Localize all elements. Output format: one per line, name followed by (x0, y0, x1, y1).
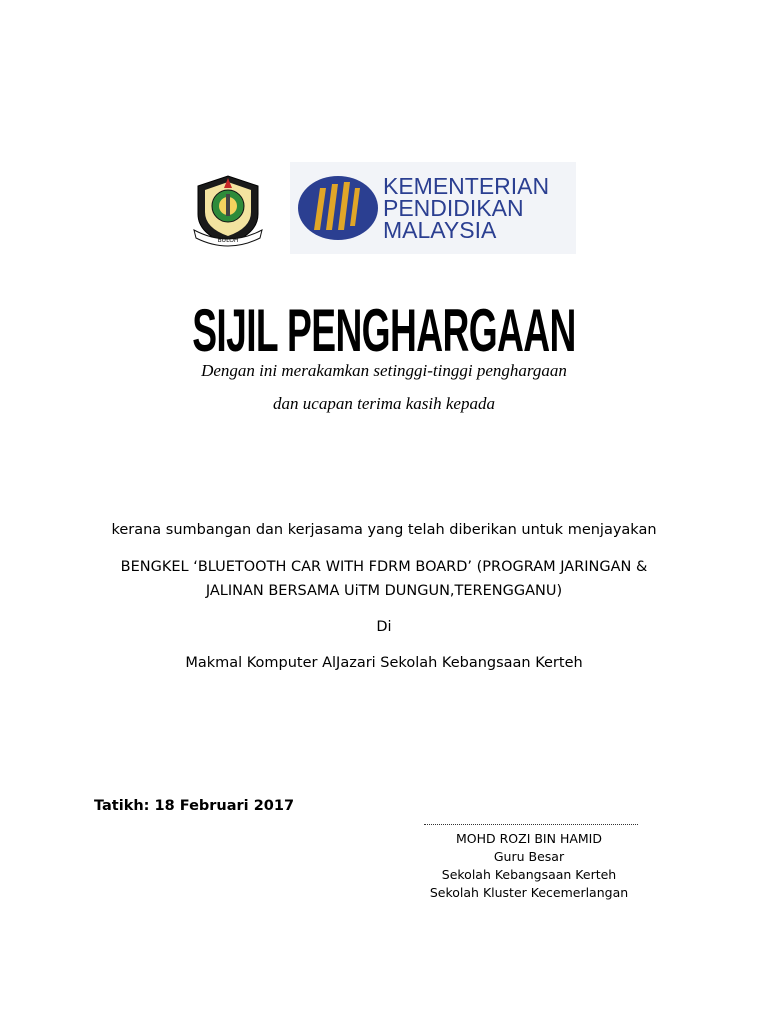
ministry-name-line1: KEMENTERIAN (383, 173, 550, 199)
kpm-ministry-logo (290, 162, 576, 254)
venue-text: Makmal Komputer AlJazari Sekolah Kebangsaan Kerteh (185, 655, 583, 671)
crest-bottom-text: BULOH (217, 237, 239, 244)
certificate-date: Tatikh: 18 Februari 2017 (94, 798, 295, 814)
signatory-school: Sekolah Kebangsaan Kerteh (441, 867, 617, 882)
signatory-name: MOHD ROZI BIN HAMID (455, 831, 602, 846)
signatory-cluster: Sekolah Kluster Kecemerlangan (429, 885, 629, 900)
intro-line-1: Dengan ini merakamkan setinggi-tinggi penghargaan (201, 361, 567, 380)
di-text: Di (376, 619, 392, 635)
signature-line (424, 824, 638, 825)
ministry-name-line3: MALAYSIA (383, 217, 497, 243)
certificate-title: SIJIL PENGHARGAAN (192, 297, 576, 364)
ministry-name-line2: PENDIDIKAN (383, 195, 524, 221)
program-line-2: JALINAN BERSAMA UiTM DUNGUN,TERENGGANU) (205, 583, 563, 599)
reason-text: kerana sumbangan dan kerjasama yang telah diberikan untuk menjayakan (111, 522, 657, 538)
intro-line-2: dan ucapan terima kasih kepada (273, 394, 495, 413)
signatory-position: Guru Besar (493, 849, 565, 864)
school-crest-logo (188, 168, 268, 248)
program-line-1: BENGKEL ‘BLUETOOTH CAR WITH FDRM BOARD’ (PROGRAM JARINGAN & (120, 559, 648, 575)
